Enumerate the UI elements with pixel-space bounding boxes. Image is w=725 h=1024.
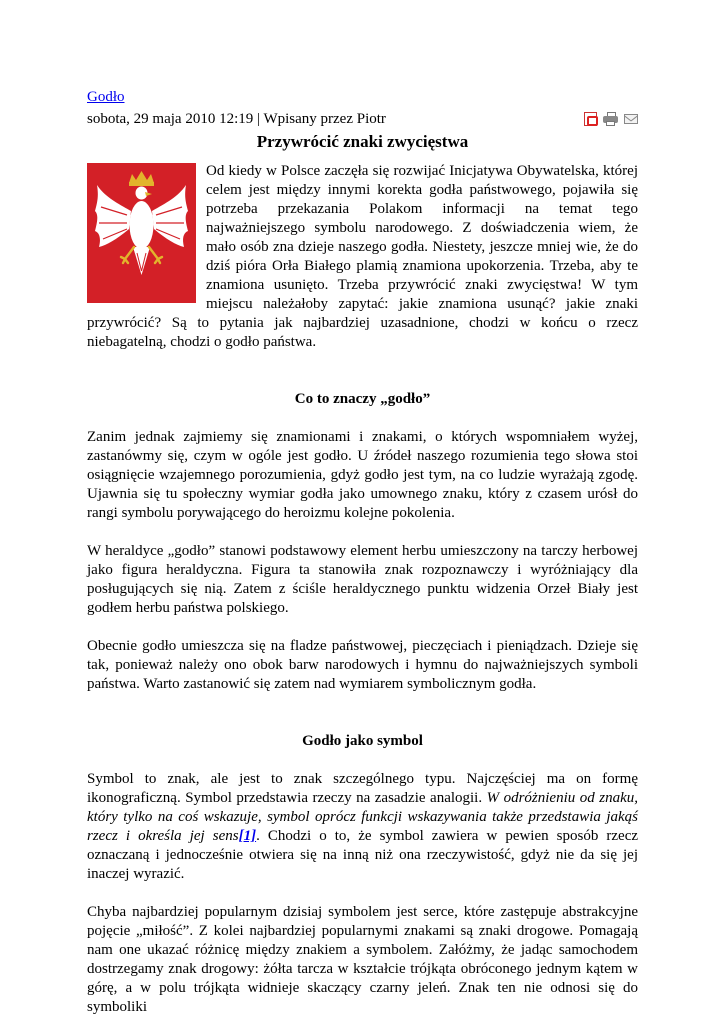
article-title: Przywrócić znaki zwycięstwa bbox=[256, 132, 469, 151]
paragraph bbox=[87, 770, 638, 884]
paragraph-text: . Chodzi o to, że symbol zawiera w pewien sposób rzecz oznaczaną i jednocześnie otwiera się na inną niż ona rzeczywistość, gdyż nie da się jej inaczej wyrazić. bbox=[87, 828, 639, 882]
print-icon[interactable] bbox=[603, 112, 618, 126]
polish-eagle-emblem bbox=[87, 163, 196, 303]
intro-text: Od kiedy w Polsce zaczęła się rozwijać Inicjatywa Obywatelska, której celem jest między innymi korekta godła państwowego, pojawiła się potrzeba przekazania Polakom informacji na temat tego najważniejszego symbolu narodowego. Z doświadczenia wiem, że mało osób zna dzieje naszego godła. Niestety, jeszcze mniej wie, że do dziś pióra Orła Białego plamią znamiona upokorzenia. Trzeba, aby te znamiona usunięto. Trzeba przywrócić znaki zwycięstwa! W tym miejscu należałoby zapytać: jakie znamiona usunąć? jakie znaki przywrócić? Są to pytania jak najbardziej uzasadnione, chodzi w końcu o rzecz niebagatelną, chodzi o godło państwa. bbox=[87, 163, 638, 350]
pdf-icon[interactable] bbox=[584, 112, 597, 126]
section-heading-godlo-meaning: Co to znaczy „godło” bbox=[294, 391, 431, 407]
paragraph: Obecnie godło umieszcza się na fladze państwowej, pieczęciach i pieniądzach. Dzieje się tak, ponieważ należy ono obok barw narodowych i hymnu do najważniejszych symboli państwa. Warto zastanowić się zatem nad wymiarem symbolicznym godła. bbox=[87, 638, 638, 692]
article-meta: sobota, 29 maja 2010 12:19 | Wpisany przez Piotr bbox=[87, 111, 386, 127]
article-page bbox=[87, 88, 638, 1017]
paragraph-text: Symbol to znak, ale jest to znak szczególnego typu. Najczęściej ma on formę ikonograficzną. Symbol przedstawia rzeczy na zasadzie analogii. bbox=[87, 771, 638, 806]
footnote-link[interactable]: [1] bbox=[238, 828, 257, 844]
email-icon[interactable] bbox=[624, 114, 638, 124]
section-heading-godlo-symbol: Godło jako symbol bbox=[302, 733, 423, 749]
quoted-definition: W odróżnieniu od znaku, który tylko na coś wskazuje, symbol oprócz funkcji wskazywania także przedstawia jakąś rzecz i określa jej sens bbox=[87, 790, 638, 844]
paragraph: Chyba najbardziej popularnym dzisiaj symbolem jest serce, które zastępuje abstrakcyjne pojęcie „miłość”. Z kolei najbardziej popularnymi znakami są znaki drogowe. Pomagają nam one ukazać różnicę między znakiem a symbolem. Załóżmy, że jadąc samochodem dostrzegamy znak drogowy: żółta tarcza w kształcie trójkąta obróconego jednym kątem w górę, a w polu trójkąta widnieje skaczący czarny jeleń. Znak ten nie odnosi się do symboliki bbox=[87, 904, 638, 1015]
paragraph: Zanim jednak zajmiemy się znamionami i znakami, o których wspomniałem wyżej, zastanówmy się, czym w ogóle jest godło. U źródeł naszego rozumienia tego słowa stoi osiągnięcie wzajemnego porozumienia, gdyż godło jest tym, na co ludzie wyrażają zgodę. Ujawnia się tu społeczny wymiar godła jako umownego znaku, który z czasem urósł do rangi symbolu porywającego do heroizmu kolejne pokolenia. bbox=[87, 429, 638, 521]
article-meta-row bbox=[87, 110, 638, 129]
intro-block bbox=[87, 162, 638, 352]
category-link[interactable]: Godło bbox=[87, 89, 125, 105]
paragraph: W heraldyce „godło” stanowi podstawowy element herbu umieszczony na tarczy herbowej jako figura heraldyczna. Figura ta stanowiła znak rozpoznawczy i wyróżniający dla posługujących się nią. Zatem z ściśle heraldycznego punktu widzenia Orzeł Biały jest godłem herbu państwa polskiego. bbox=[87, 543, 638, 616]
article-tools bbox=[584, 112, 638, 126]
